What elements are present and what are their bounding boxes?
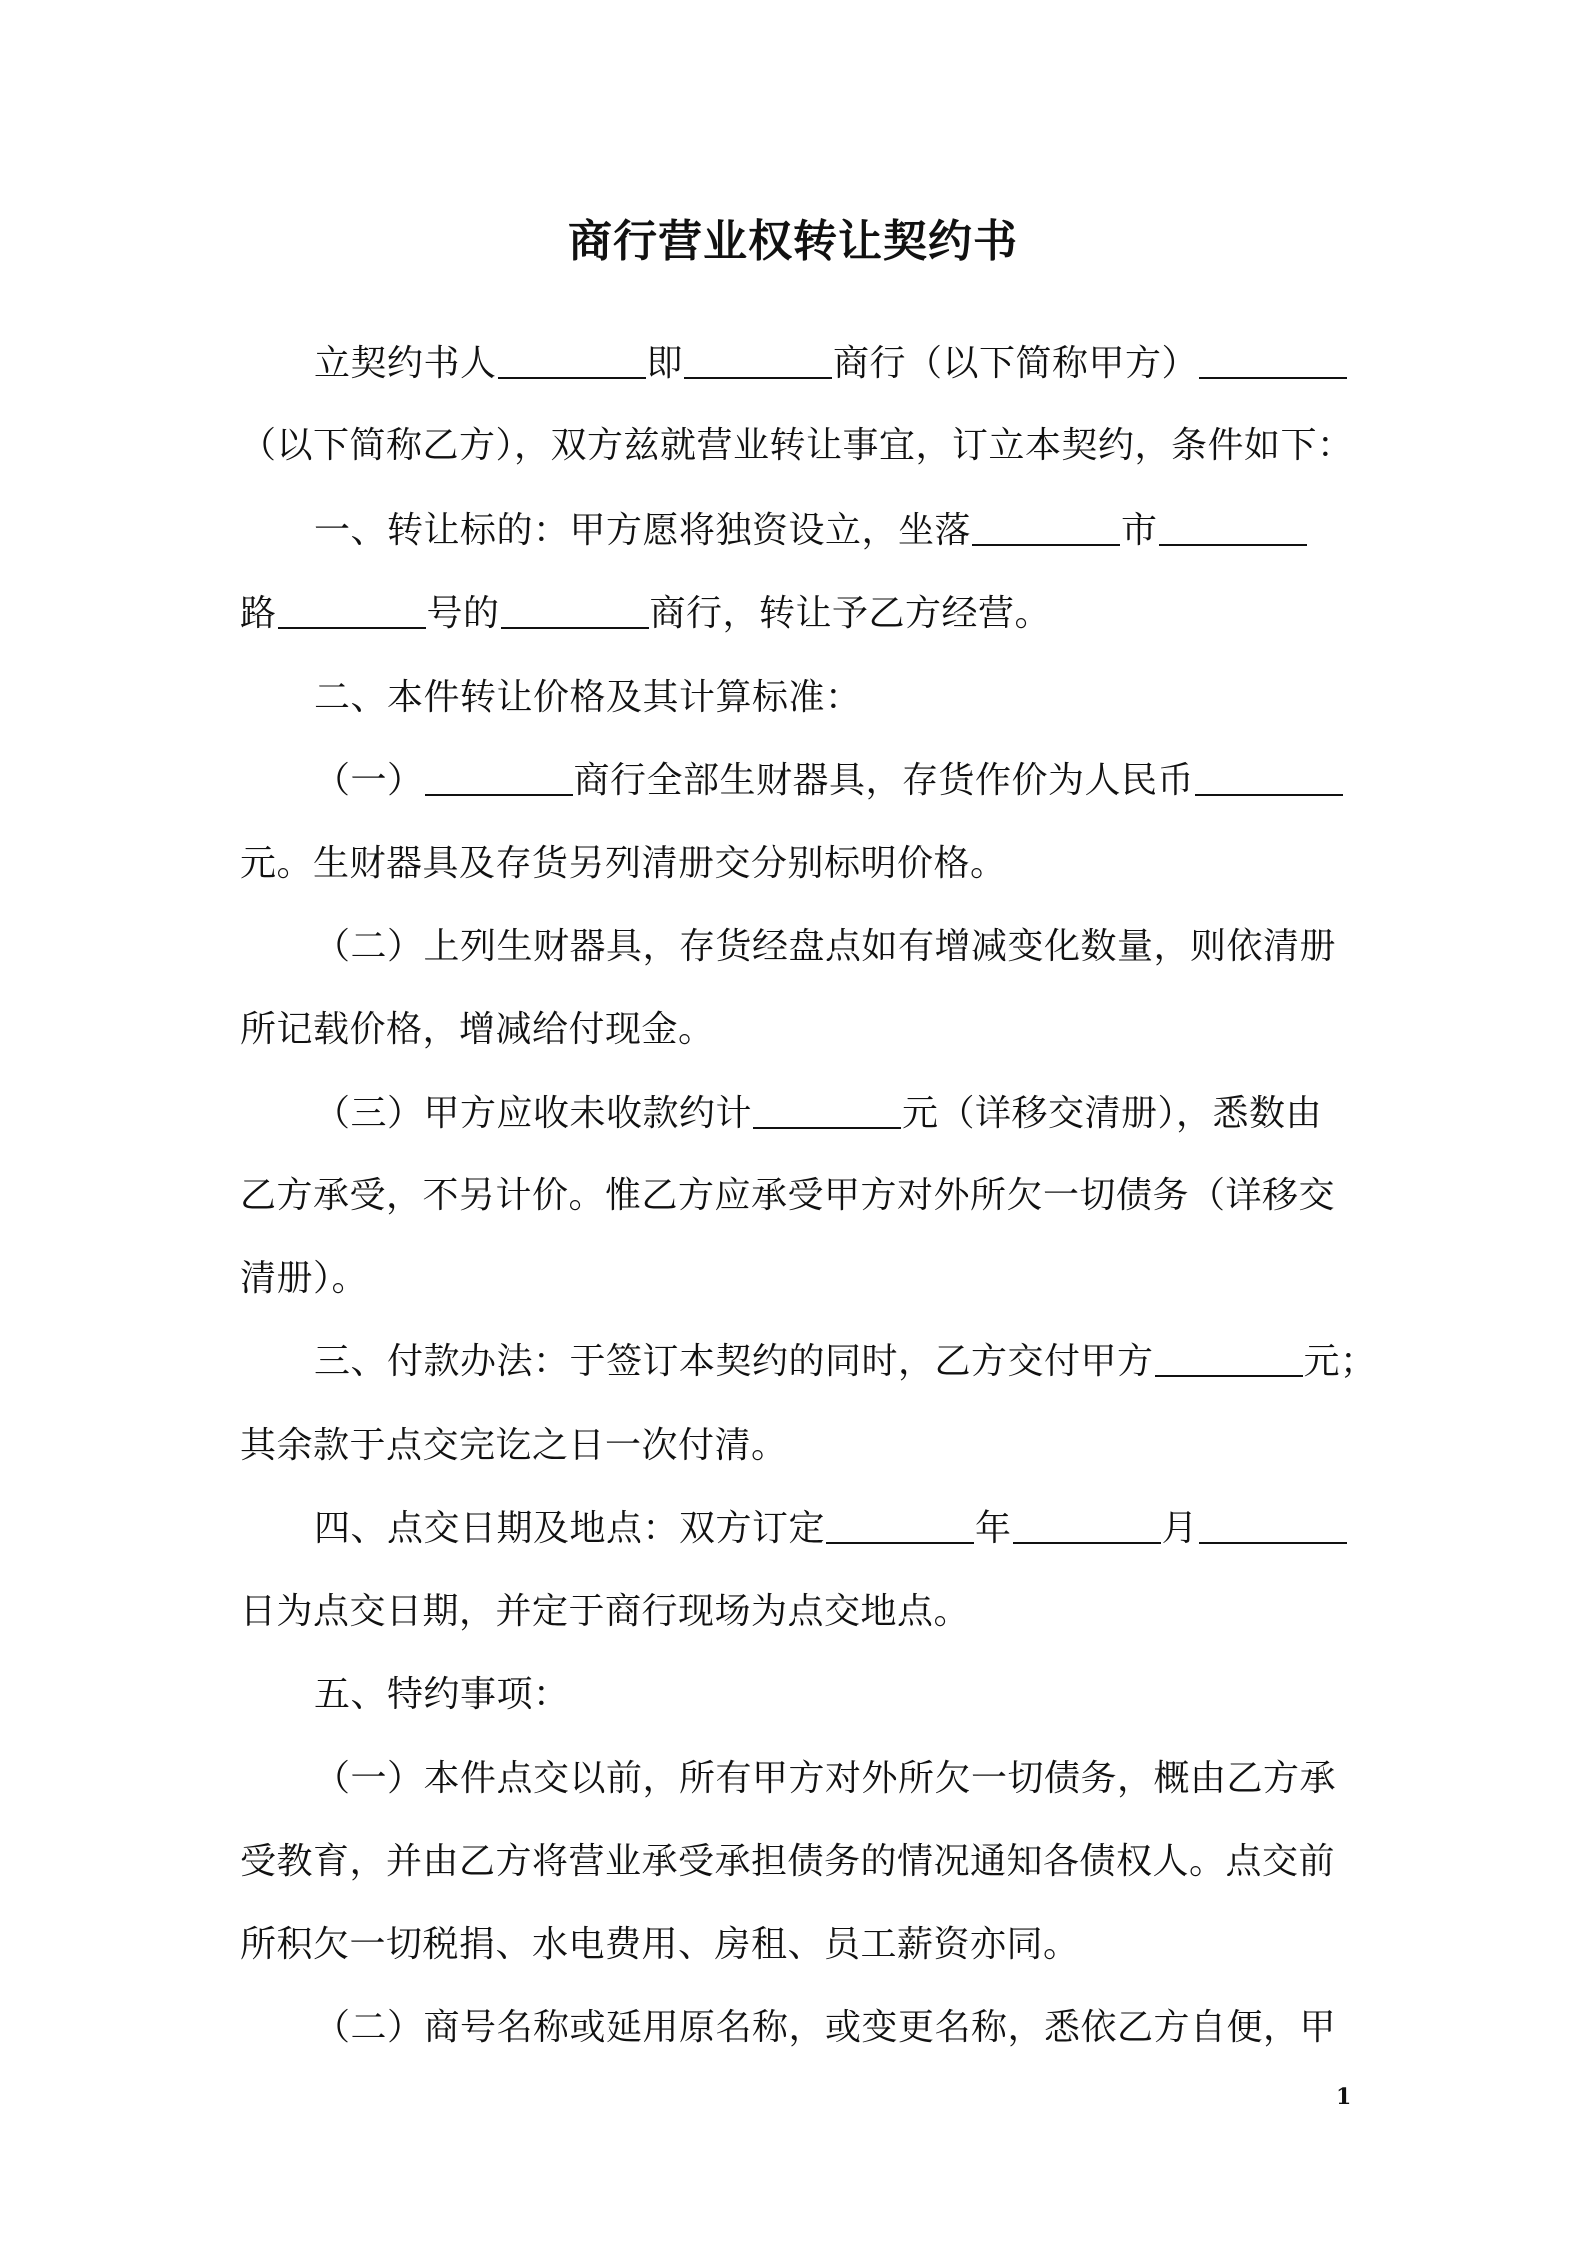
text-run: 元； <box>1303 1341 1377 1382</box>
text-run: （以下简称乙方），双方兹就营业转让事宜，订立本契约，条件如下： <box>240 425 1354 466</box>
text-run: 其余款于点交完讫之日一次付清。 <box>240 1425 788 1466</box>
text-run: 乙方承受，不另计价。惟乙方应承受甲方对外所欠一切债务（详移交 <box>240 1175 1336 1216</box>
text-run: 月 <box>1161 1508 1199 1549</box>
text-run: （二）商号名称或延用原名称，或变更名称，悉依乙方自便，甲 <box>314 2007 1337 2048</box>
fill-in-blank <box>1199 341 1347 379</box>
text-run: 立契约书人 <box>314 343 497 384</box>
paragraph-line <box>314 1336 1377 1388</box>
fill-in-blank <box>826 1506 974 1544</box>
paragraph-line <box>240 1836 1335 1888</box>
paragraph-line <box>314 755 1344 807</box>
text-run: 市 <box>1121 510 1158 551</box>
text-run: 即 <box>646 343 684 384</box>
document-title: 商行营业权转让契约书 <box>568 216 1018 267</box>
text-run: 号的 <box>426 593 500 634</box>
paragraph-line <box>240 1253 368 1305</box>
text-run: 商行全部生财器具，存货作价为人民币 <box>573 760 1195 801</box>
text-run: 元。生财器具及存货另列清册交分别标明价格。 <box>240 843 1007 884</box>
paragraph-line <box>314 921 1336 973</box>
fill-in-blank <box>498 341 646 379</box>
paragraph-line <box>240 420 1354 472</box>
text-run: 商行，转让予乙方经营。 <box>649 593 1052 634</box>
fill-in-blank <box>278 591 426 629</box>
text-run: 年 <box>975 1508 1012 1549</box>
text-run: 商行（以下简称甲方） <box>833 343 1199 384</box>
text-run: 四、点交日期及地点：双方订定 <box>314 1508 826 1549</box>
fill-in-blank <box>425 758 573 796</box>
fill-in-blank <box>684 341 832 379</box>
text-run: 所记载价格，增减给付现金。 <box>240 1009 715 1050</box>
paragraph-line <box>314 338 1348 390</box>
paragraph-line <box>240 838 1007 890</box>
paragraph-line <box>240 1919 1080 1971</box>
paragraph-line <box>314 1753 1336 1805</box>
section-heading <box>314 672 862 724</box>
fill-in-blank <box>753 1091 901 1129</box>
text-run: 三、付款办法：于签订本契约的同时，乙方交付甲方 <box>314 1341 1154 1382</box>
section-heading <box>314 1669 570 1721</box>
text-run: 日为点交日期，并定于商行现场为点交地点。 <box>240 1591 971 1632</box>
fill-in-blank <box>972 508 1120 546</box>
fill-in-blank <box>1195 758 1343 796</box>
paragraph-line <box>240 588 1051 640</box>
text-run: 二、本件转让价格及其计算标准： <box>314 677 862 718</box>
text-run: 一、转让标的：甲方愿将独资设立，坐落 <box>314 510 972 551</box>
text-run: （三）甲方应收未收款约计 <box>314 1093 753 1134</box>
text-run: 路 <box>240 593 277 634</box>
text-run: 五、特约事项： <box>314 1674 570 1715</box>
fill-in-blank <box>1159 508 1307 546</box>
paragraph-line <box>240 1004 715 1056</box>
fill-in-blank <box>1013 1506 1161 1544</box>
paragraph-line <box>240 1420 788 1472</box>
paragraph-line <box>314 505 1308 557</box>
text-run: 所积欠一切税捐、水电费用、房租、员工薪资亦同。 <box>240 1924 1080 1965</box>
text-run: 受教育，并由乙方将营业承受承担债务的情况通知各债权人。点交前 <box>240 1841 1336 1882</box>
text-run: （二）上列生财器具，存货经盘点如有增减变化数量，则依清册 <box>314 926 1337 967</box>
fill-in-blank <box>1155 1339 1303 1377</box>
paragraph-line <box>240 1170 1335 1222</box>
paragraph-line <box>314 2002 1336 2054</box>
fill-in-blank <box>1199 1506 1347 1544</box>
fill-in-blank <box>501 591 649 629</box>
paragraph-line <box>314 1088 1322 1140</box>
text-run: （一） <box>314 760 424 801</box>
paragraph-line <box>240 1586 970 1638</box>
text-run: 清册）。 <box>240 1258 369 1299</box>
text-run: （一）本件点交以前，所有甲方对外所欠一切债务，概由乙方承 <box>314 1758 1337 1799</box>
page-number: 1 <box>1336 2084 1352 2110</box>
paragraph-line <box>314 1503 1348 1555</box>
text-run: 元（详移交清册），悉数由 <box>902 1093 1323 1134</box>
